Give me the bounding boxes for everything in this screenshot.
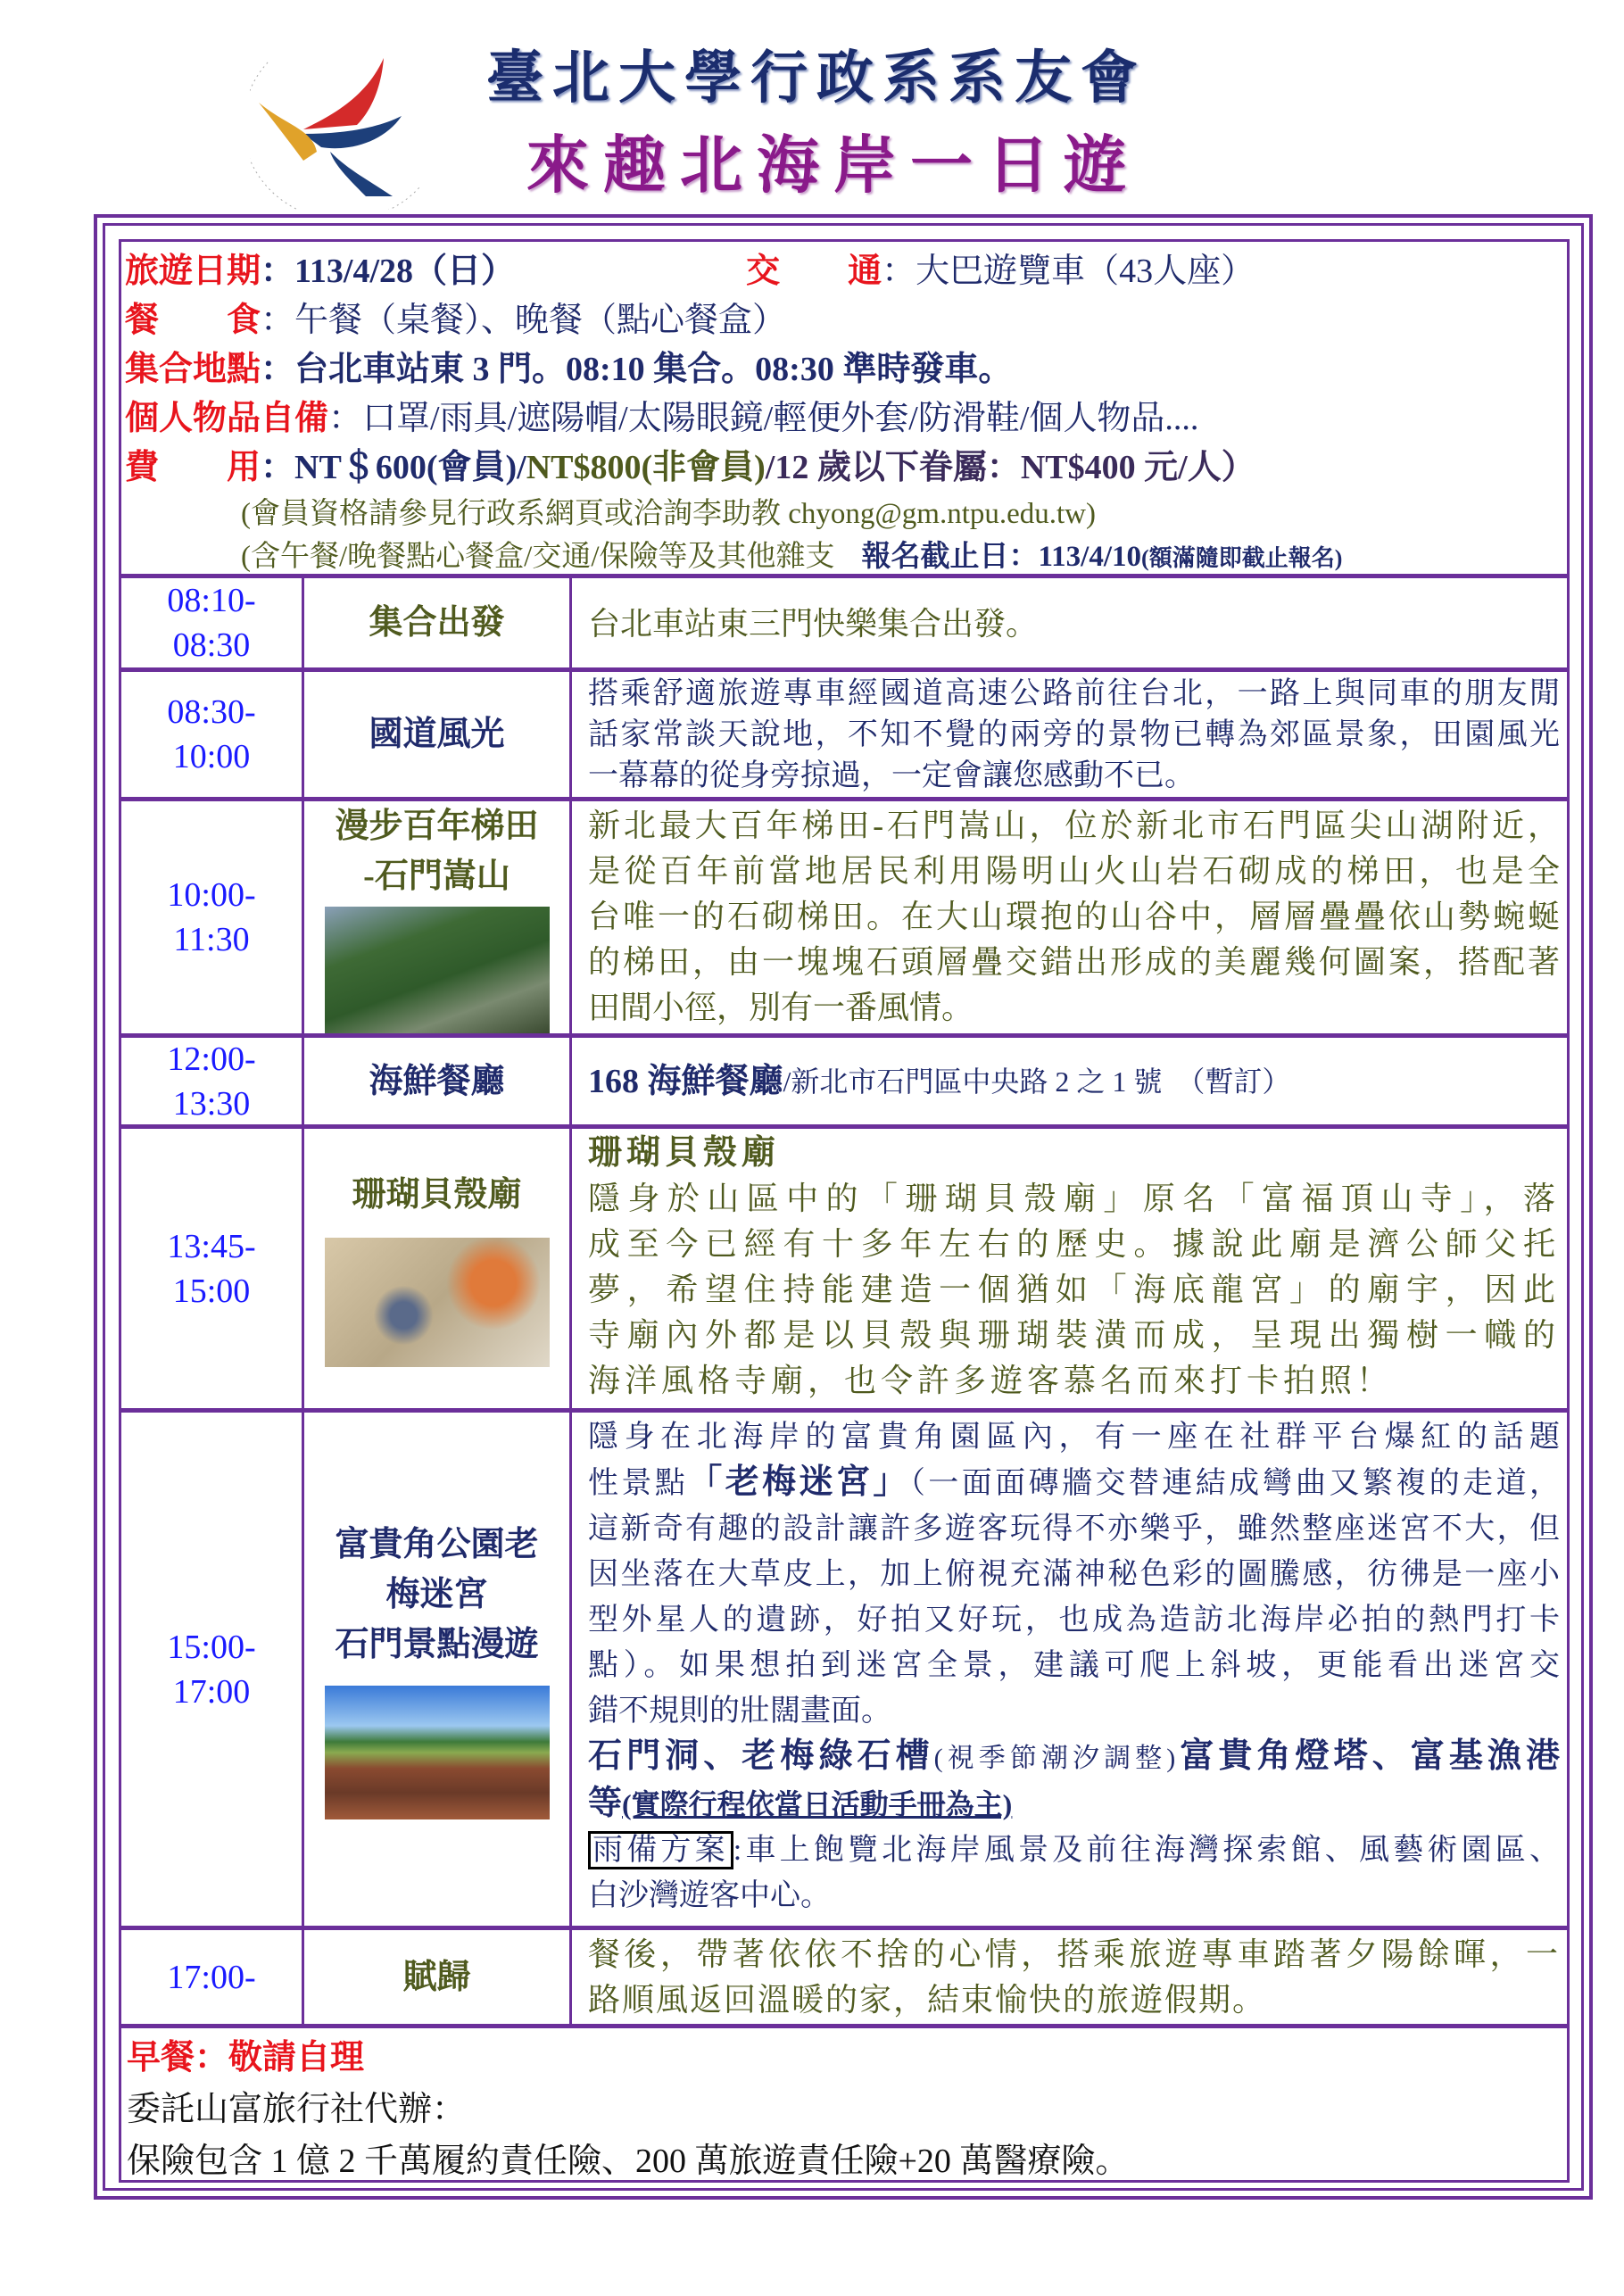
time-cell (121, 1038, 304, 1124)
schedule-row (121, 801, 1567, 1038)
breakfast-note: 早餐：敬請自理 (127, 2039, 365, 2076)
schedule-row (121, 1038, 1567, 1129)
activity-title (304, 1413, 572, 1926)
page-header (241, 36, 1169, 214)
schedule-row (121, 1413, 1567, 1930)
activity-title: 賦歸 (304, 1930, 572, 2024)
fee-child: /12 歲以下眷屬：NT$400 元/人） (765, 449, 1255, 486)
agency-note: 委託山富旅行社代辦： (127, 2091, 467, 2128)
date-label: 旅遊日期 (125, 253, 261, 290)
desc-line: 錯不規則的壯闊畫面。 (588, 1695, 891, 1728)
activity-desc (572, 578, 1567, 667)
activity-desc (572, 672, 1567, 797)
maze-photo (325, 1686, 550, 1819)
time-start: 08:30- (167, 693, 256, 731)
items-line (125, 394, 1562, 443)
activity-desc (572, 1413, 1567, 1926)
activity-desc (572, 1129, 1567, 1408)
desc-line: 台唯一的石砌梯田。在大山環抱的山谷中，層層疊疊依山勢蜿蜒 (588, 899, 1560, 934)
spots-line (588, 1734, 1560, 1781)
time-end: 17:00 (172, 1672, 251, 1711)
includes-note: (含午餐/晚餐點心餐盒/交通/保險等及其他雜支 (241, 541, 835, 573)
desc-line: 這新奇有趣的設計讓許多遊客玩得不亦樂乎，雖然整座迷宮不大，但 (588, 1513, 1560, 1546)
desc-line: 一幕幕的從身旁掠過，一定會讓您感動不已。 (588, 759, 1195, 792)
spots-text: 富貴角燈塔、富基漁港 (1175, 1737, 1560, 1775)
time-end: 10:00 (172, 738, 251, 775)
desc-line: 搭乘舒適旅遊專車經國道高速公路前往台北，一路上與同車的朋友閒 (588, 677, 1560, 710)
time-start: 10:00- (167, 876, 256, 914)
desc-line: 因坐落在大草皮上，加上俯視充滿神秘色彩的圖騰感，彷彿是一座小 (588, 1558, 1560, 1591)
rain-plan-text: 白沙灣遊客中心。 (588, 1879, 831, 1912)
time-start: 13:45- (167, 1227, 256, 1265)
activity-title: 國道風光 (304, 672, 572, 797)
member-note: (會員資格請參見行政系網頁或洽詢李助教 chyong@gm.ntpu.edu.tw) (241, 498, 1096, 530)
title-line: 珊瑚貝殼廟 (352, 1176, 522, 1214)
colon: ： (328, 400, 363, 437)
time-end: 13:30 (172, 1084, 251, 1123)
schedule-row (121, 578, 1567, 672)
colon: ： (261, 302, 295, 339)
items-label: 個人物品自備 (125, 400, 329, 437)
rain-plan-text: :車上飽覽北海岸風景及前往海灣探索館、風藝術園區、 (733, 1834, 1560, 1867)
colon: ： (261, 253, 295, 290)
meal-line (125, 296, 1562, 345)
colon: ： (261, 449, 295, 486)
title-line: 富貴角公園老 (335, 1525, 539, 1563)
meet-value: 台北車站東 3 門。08:10 集合。08:30 準時發車。 (294, 351, 1013, 388)
time-end: 11:30 (173, 921, 250, 958)
desc-line: 隱身在北海岸的富貴角園區內，有一座在社群平台爆紅的話題 (588, 1421, 1560, 1454)
activity-desc (572, 1038, 1567, 1124)
time-cell (121, 1413, 304, 1926)
desc-line: 夢，希望住持能建造一個猶如「海底龍宮」的廟宇，因此 (588, 1272, 1560, 1307)
colon: ： (261, 351, 295, 388)
desc-line: 成至今已經有十多年左右的歷史。據說此廟是濟公師父托 (588, 1226, 1560, 1262)
rain-plan-label: 雨備方案 (588, 1831, 733, 1869)
event-title: 來趣北海岸一日遊 (526, 132, 1140, 201)
transport-value: 大巴遊覽車（43人座） (916, 253, 1255, 290)
coral-temple-photo (325, 1238, 550, 1367)
desc-line: 是從百年前當地居民利用陽明山火山岩石砌成的梯田，也是全 (588, 853, 1560, 889)
title-line: -石門嵩山 (363, 858, 510, 895)
meal-value: 午餐（桌餐）、晚餐（點心餐盒） (294, 302, 787, 339)
restaurant-name: 168 海鮮餐廳 (588, 1063, 783, 1100)
time-cell (121, 1930, 304, 2024)
insurance-note: 保險包含 1 億 2 千萬履約責任險、200 萬旅遊責任險+20 萬醫療險。 (127, 2143, 1130, 2180)
desc-line: 路順風返回溫暖的家，結束愉快的旅遊假期。 (588, 1982, 1267, 2018)
desc-line: 台北車站東三門快樂集合出發。 (588, 605, 1039, 642)
activity-title (304, 1129, 572, 1408)
time-end: 15:00 (172, 1272, 251, 1310)
meal-label: 餐 食 (125, 302, 261, 339)
org-title: 臺北大學行政系系友會 (486, 46, 1147, 110)
colon: ： (882, 253, 916, 290)
maze-name: 「老梅迷宮」 (688, 1463, 910, 1501)
fee-member: NT＄600(會員)/ (294, 449, 526, 486)
time-cell (121, 1129, 304, 1408)
desc-line: 話家常談天說地，不知不覺的兩旁的景物已轉為郊區景象，田園風光 (588, 718, 1560, 751)
items-value: 口罩/雨具/遮陽帽/太陽眼鏡/輕便外套/防滑鞋/個人物品.... (362, 400, 1199, 437)
meet-label: 集合地點 (125, 351, 261, 388)
time-start: 12:00- (167, 1040, 256, 1078)
title-line: 梅迷宮 (385, 1575, 488, 1613)
meet-line (125, 345, 1562, 394)
includes-line (125, 535, 1562, 580)
desc-line: 隱身於山區中的「珊瑚貝殼廟」原名「富福頂山寺」，落 (588, 1181, 1560, 1216)
footer-notes (121, 2028, 1567, 2180)
desc-line: 田間小徑，別有一番風情。 (588, 990, 974, 1025)
spots-note: (視季節潮汐調整) (933, 1744, 1176, 1773)
time-cell (121, 578, 304, 667)
rain-plan-line (588, 1828, 1560, 1873)
schedule-row (121, 1930, 1567, 2028)
spots-line (588, 1781, 1560, 1828)
activity-title: 集合出發 (304, 578, 572, 667)
title-line: 漫步百年梯田 (335, 808, 539, 845)
schedule-row (121, 1129, 1567, 1413)
schedule-row (121, 672, 1567, 801)
time-start: 08:10- (167, 582, 256, 619)
time-cell (121, 672, 304, 797)
date-value: 113/4/28（日） (294, 253, 516, 290)
terraced-fields-photo (325, 907, 550, 1033)
time-end: 08:30 (172, 626, 251, 664)
fee-line (125, 443, 1562, 493)
desc-line: 寺廟內外都是以貝殼與珊瑚裝潢而成，呈現出獨樹一幟的 (588, 1317, 1560, 1353)
transport-label: 交 通 (746, 253, 882, 290)
activity-desc (572, 801, 1567, 1033)
university-logo (250, 45, 455, 210)
spots-text: 等 (588, 1785, 623, 1822)
desc-line: 新北最大百年梯田-石門嵩山，位於新北市石門區尖山湖附近， (588, 808, 1560, 843)
desc-line: 點）。如果想拍到迷宮全景，建議可爬上斜坡，更能看出迷宮交 (588, 1649, 1560, 1682)
fee-label: 費 用 (125, 449, 261, 486)
time-start: 17:00- (167, 1958, 256, 1996)
activity-title: 海鮮餐廳 (304, 1038, 572, 1124)
itinerary-table (119, 239, 1570, 2183)
desc-text: （一面面磚牆交替連結成彎曲又繁複的走道， (909, 1467, 1561, 1500)
deadline-note: (額滿隨即截止報名) (1141, 545, 1343, 571)
spots-disclaimer: (實際行程依當日活動手冊為主) (622, 1788, 1013, 1820)
desc-line: 海洋風格寺廟，也令許多遊客慕名而來打卡拍照！ (588, 1363, 1394, 1398)
spots-text: 石門洞、老梅綠石槽 (588, 1737, 934, 1775)
fee-nonmember: NT$800(非會員) (526, 449, 766, 486)
desc-line (588, 1460, 1560, 1506)
trip-info (121, 242, 1567, 578)
time-start: 15:00- (167, 1628, 256, 1666)
date-transport-line (125, 247, 1562, 296)
desc-line: 的梯田，由一塊塊石頭層疊交錯出形成的美麗幾何圖案，搭配著 (588, 944, 1560, 980)
desc-heading: 珊瑚貝殼廟 (588, 1134, 781, 1172)
desc-line: 型外星人的遺跡，好拍又好玩，也成為造訪北海岸必拍的熱門打卡 (588, 1604, 1560, 1637)
desc-text: 性景點 (588, 1467, 689, 1500)
restaurant-address: /新北市石門區中央路 2 之 1 號 （暫訂） (783, 1065, 1291, 1098)
time-cell (121, 801, 304, 1033)
activity-title (304, 801, 572, 1033)
desc-line: 餐後，帶著依依不捨的心情，搭乘旅遊專車踏著夕陽餘暉，一 (588, 1936, 1560, 1972)
deadline-label: 報名截止日：113/4/10 (861, 541, 1142, 573)
activity-desc (572, 1930, 1567, 2024)
title-line: 石門景點漫遊 (335, 1625, 539, 1663)
